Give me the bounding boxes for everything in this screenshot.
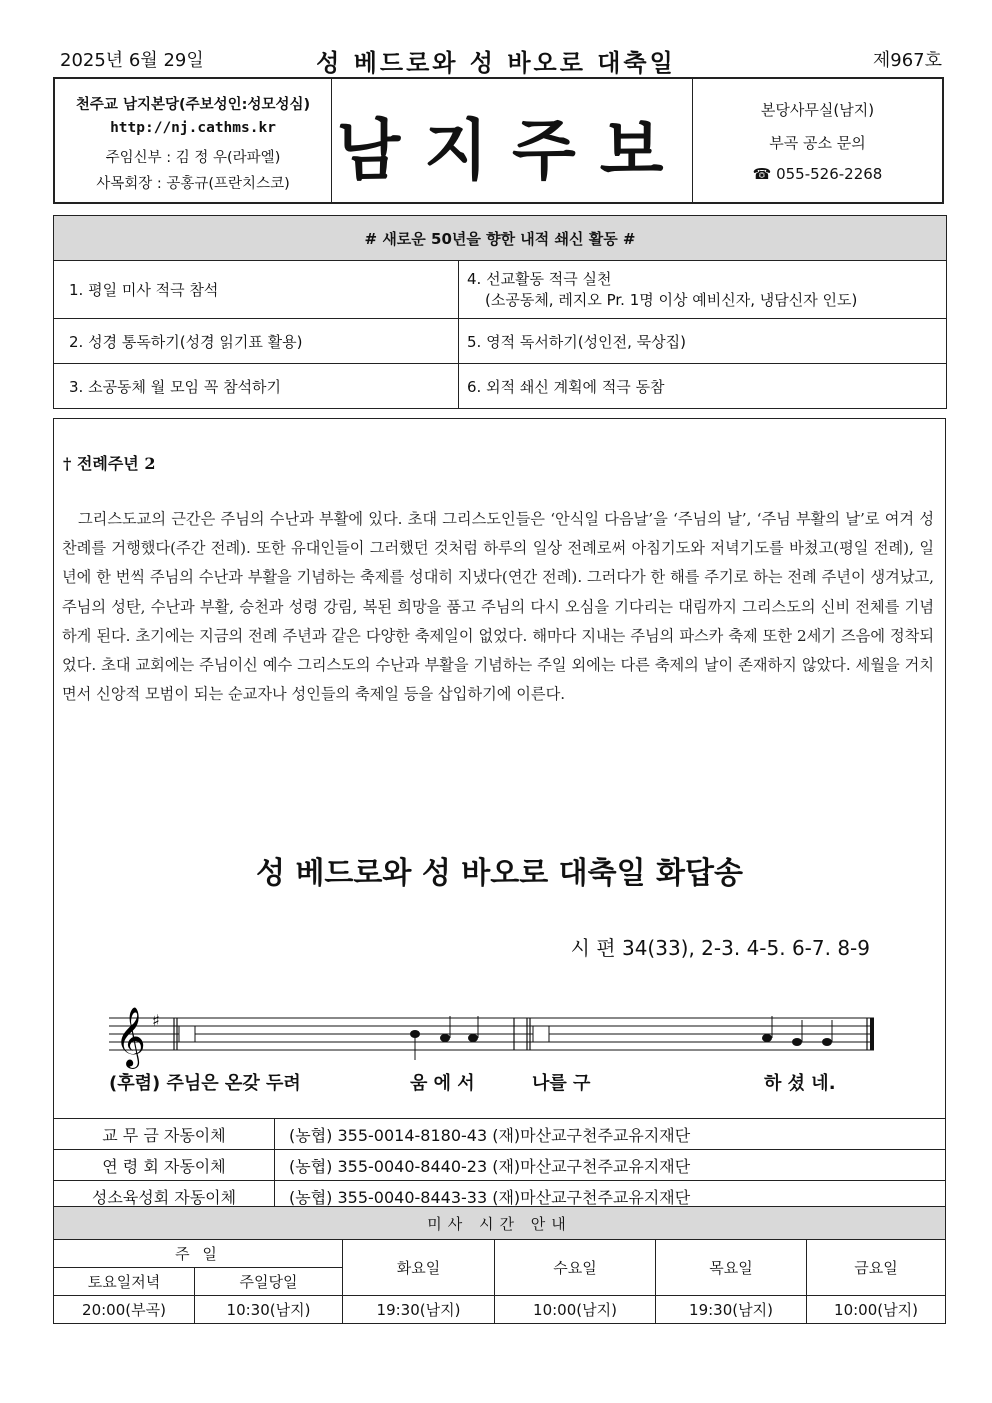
renewal-item-text: 4. 선교활동 적극 실천 xyxy=(467,269,612,288)
column-header: 목요일 xyxy=(656,1240,807,1296)
renewal-item: 6. 외적 쇄신 계획에 적극 동참 xyxy=(459,364,947,409)
masthead-title: 남지주보 xyxy=(336,112,688,189)
council-president: 사목회장 : 공홍규(프란치스코) xyxy=(96,176,290,192)
mass-time: 19:30(남지) xyxy=(656,1296,807,1324)
account-label: 성소육성회 자동이체 xyxy=(54,1181,275,1212)
office-label: 본당사무실(남지) xyxy=(760,101,875,119)
article-title: † 전례주년 2 xyxy=(63,454,156,473)
parish-info xyxy=(55,79,332,202)
office-info xyxy=(693,79,942,202)
sunday-header: 주 일 xyxy=(54,1240,343,1268)
column-header: 화요일 xyxy=(343,1240,495,1296)
mass-time: 20:00(부곡) xyxy=(54,1296,195,1324)
mass-time: 10:00(남지) xyxy=(495,1296,656,1324)
lyric-segment: 움 에 서 xyxy=(410,1073,475,1094)
note xyxy=(440,1034,450,1042)
note xyxy=(468,1034,478,1042)
auto-transfer-table xyxy=(53,1118,946,1212)
masthead-box xyxy=(53,77,944,204)
lyric-segment: 나를 구 xyxy=(532,1073,591,1094)
note xyxy=(762,1034,772,1042)
music-score xyxy=(109,1004,889,1074)
office-phone xyxy=(693,165,942,183)
mass-schedule-title: 미사 시간 안내 xyxy=(54,1207,946,1240)
account-label: 연 령 회 자동이체 xyxy=(54,1150,275,1181)
column-header: 수요일 xyxy=(495,1240,656,1296)
treble-clef-icon: 𝄞 xyxy=(115,1007,146,1067)
sharp-icon: ♯ xyxy=(152,1011,160,1030)
parish-name: 천주교 남지본당(주보성인:성모성심) xyxy=(75,97,311,113)
column-header: 주일당일 xyxy=(195,1268,343,1296)
table-row xyxy=(54,1119,946,1150)
renewal-item-detail: (소공동체, 레지오 Pr. 1명 이상 예비신자, 냉담신자 인도) xyxy=(485,290,858,309)
lyric-segment: (후렴) 주님은 온갖 두려 xyxy=(109,1073,301,1094)
renewal-item: 2. 성경 통독하기(성경 읽기표 활용) xyxy=(54,319,459,364)
article-body: 그리스도교의 근간은 주님의 수난과 부활에 있다. 초대 그리스도인들은 ‘안식일 다음날’을 ‘주님의 날’, ‘주님 부활의 날’로 여겨 성찬례를 거행했다(주간 전례). 또한 유대인들이 그러했던 것처럼 하루의 일상 전례로써 아침기도와 저녁기도를 바쳤고(평일 전례), 일 년에 한 번씩 주님의 수난과 부활을 기념하는 축제를 성대히 지냈다(연간 전례). 그러다가 한 해를 주기로 하는 전례 주년이 생겨났고, 주님의 성탄, 수난과 부활, 승천과 성령 강림, 복된 희망을 품고 주님의 다시 오심을 기다리는 대림까지 그리스도의 신비 전체를 기념하게 된다. 초기에는 지금의 전례 주년과 같은 다양한 축제일이 없었다. 해마다 지내는 주님의 파스카 축제 또한 2세기 즈음에 정착되었다. 초대 교회에는 주님이신 예수 그리스도의 수난과 부활을 기념하는 주일 외에는 다른 축제의 날이 존재하지 않았다. 세월을 거치면서 신앙적 모범이 되는 순교자나 성인들의 축제일 등을 삽입하기에 이른다. xyxy=(62,510,934,704)
mass-time: 10:00(남지) xyxy=(807,1296,946,1324)
renewal-item: 1. 평일 미사 적극 참석 xyxy=(54,261,459,319)
pastor-name: 주임신부 : 김 정 우(라파엘) xyxy=(105,150,281,166)
mass-time: 10:30(남지) xyxy=(195,1296,343,1324)
psalm-reference: 시 편 34(33), 2-3. 4-5. 6-7. 8-9 xyxy=(570,936,870,960)
table-row xyxy=(54,1296,946,1324)
renewal-activities-table xyxy=(53,215,947,409)
psalm-title: 성 베드로와 성 바오로 대축일 화답송 xyxy=(256,856,743,891)
mass-time: 19:30(남지) xyxy=(343,1296,495,1324)
renewal-title: # 새로운 50년을 향한 내적 쇄신 활동 # xyxy=(54,216,947,261)
lyric-segment: 하 셨 네. xyxy=(764,1073,836,1094)
chant-note xyxy=(533,1026,549,1042)
account-number: (농협) 355-0014-8180-43 (재)마산교구천주교유지재단 xyxy=(275,1119,946,1150)
inquiry-label: 부곡 공소 문의 xyxy=(769,134,866,152)
phone-icon: ☎ xyxy=(752,165,772,183)
account-label: 교 무 금 자동이체 xyxy=(54,1119,275,1150)
note xyxy=(822,1038,832,1046)
issue-number: 제967호 xyxy=(872,50,942,71)
renewal-item: 3. 소공동체 월 모임 꼭 참석하기 xyxy=(54,364,459,409)
account-number: (농협) 355-0040-8443-33 (재)마산교구천주교유지재단 xyxy=(275,1181,946,1212)
renewal-item: 5. 영적 독서하기(성인전, 묵상집) xyxy=(459,319,947,364)
account-number: (농협) 355-0040-8440-23 (재)마산교구천주교유지재단 xyxy=(275,1150,946,1181)
column-header: 토요일저녁 xyxy=(54,1268,195,1296)
masthead-title-cell xyxy=(332,79,693,202)
note xyxy=(792,1038,802,1046)
mass-schedule-table xyxy=(53,1206,946,1324)
article-box xyxy=(53,418,946,1230)
issue-date: 2025년 6월 29일 xyxy=(60,50,204,71)
table-row xyxy=(54,1150,946,1181)
feast-title: 성 베드로와 성 바오로 대축일 xyxy=(316,49,676,77)
parish-url[interactable]: http://nj.cathms.kr xyxy=(110,120,276,136)
column-header: 금요일 xyxy=(807,1240,946,1296)
chant-note xyxy=(179,1026,195,1042)
renewal-item xyxy=(459,261,947,319)
phone-number: 055-526-2268 xyxy=(776,165,883,183)
